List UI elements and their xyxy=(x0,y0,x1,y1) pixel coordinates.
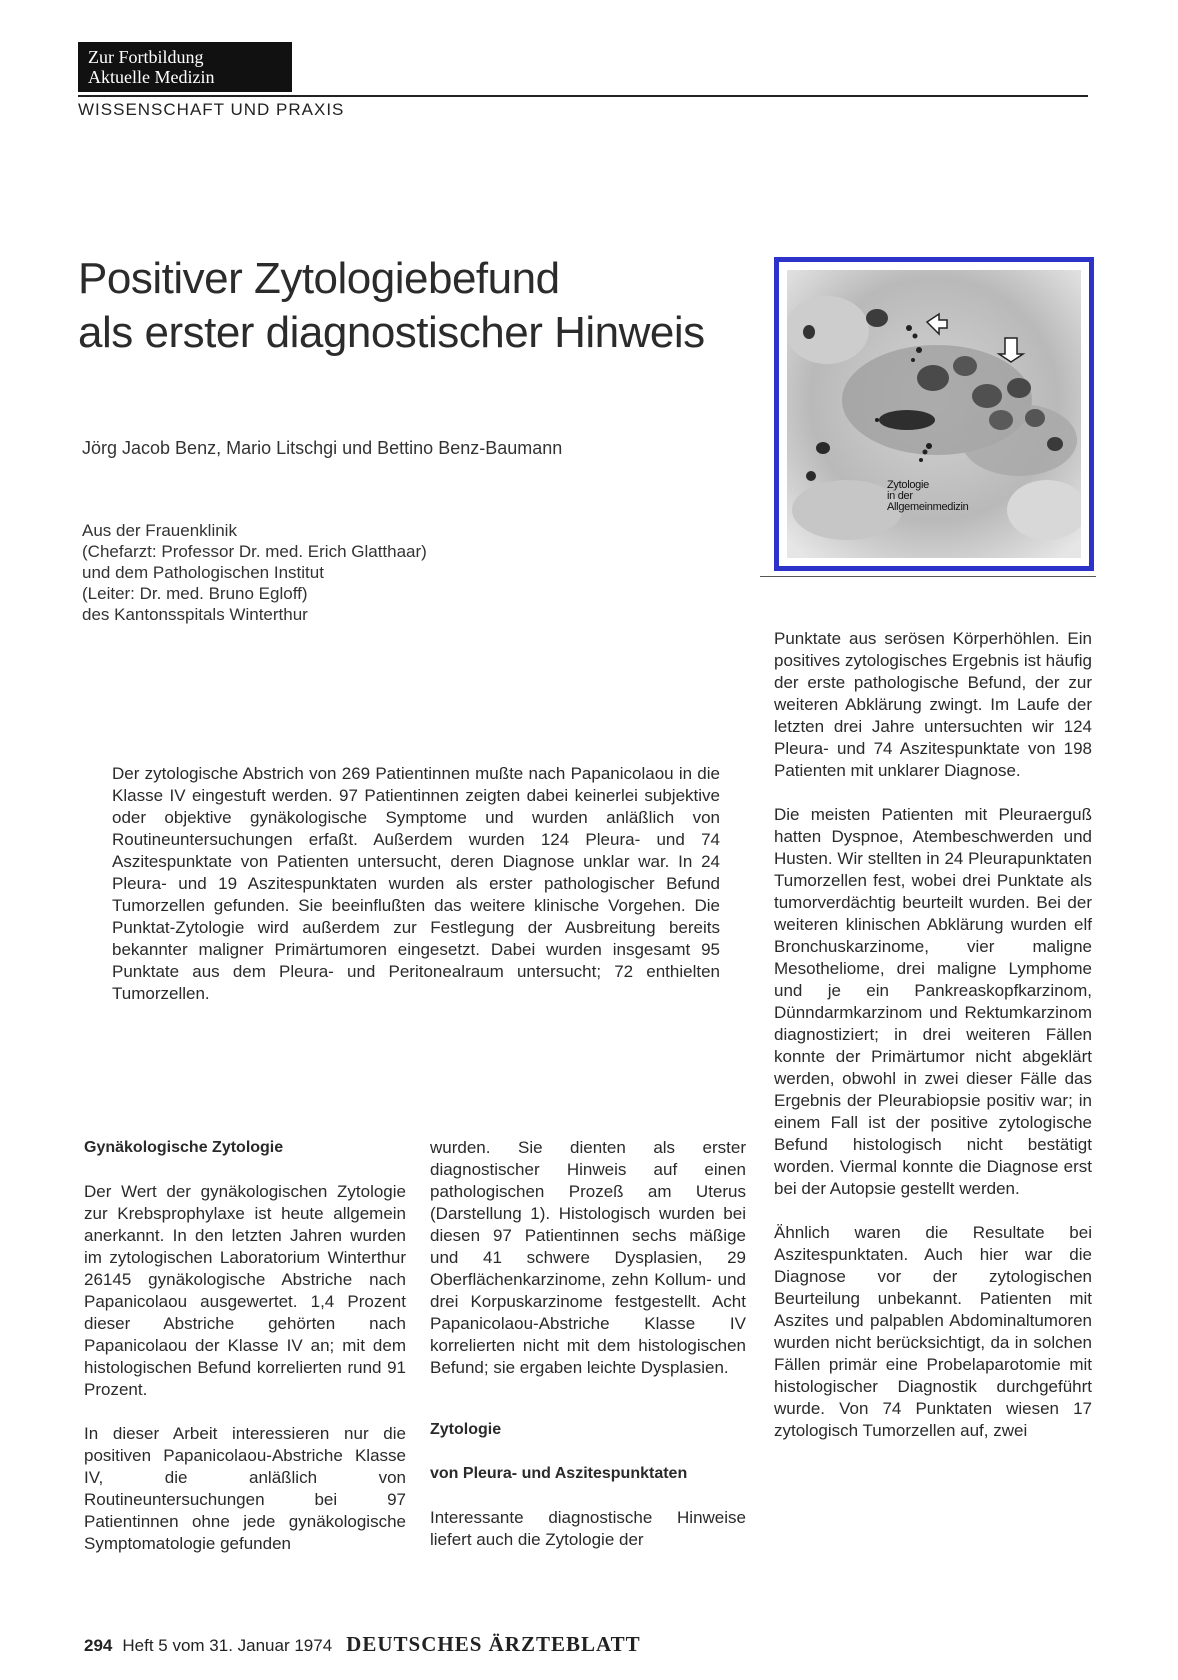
figure-rule xyxy=(760,576,1096,577)
affiliation-line: (Leiter: Dr. med. Bruno Egloff) xyxy=(82,584,308,603)
cytology-figure xyxy=(774,257,1094,571)
series-label-box xyxy=(78,42,292,92)
abstract-paragraph: Der zytologische Abstrich von 269 Patientinnen mußte nach Papanicolaou in die Klasse IV eingestuft werden. 97 Patientinnen zeigten dabei keinerlei subjektive oder objektive gynäkologische Symptome und wurden anläßlich von Routineuntersuchungen erfaßt. Außerdem wurden 124 Pleura- und 74 Aszitespunktate von Patienten untersucht, deren Diagnose unklar war. In 24 Pleura- und 19 Aszitespunktaten wurden als erster pathologischer Befund Tumorzellen gefunden. Sie beeinflußten das weitere klinische Vorgehen. Die Punktat-Zytologie wird außerdem zur Festlegung der Ausbreitung bereits bekannter maligner Primärtumoren eingesetzt. Dabei wurden insgesamt 95 Punktate aus dem Pleura- und Peritonealraum untersucht; 72 enthielten Tumorzellen. xyxy=(112,764,720,1003)
section-heading-gyn: Gynäkologische Zytologie xyxy=(84,1139,284,1156)
article-title xyxy=(78,252,758,360)
body-paragraph: In dieser Arbeit interessieren nur die positiven Papanicolaou-Abstriche Klasse IV, die anläßlich von Routineuntersuchungen bei 97 Patientinnen ohne jede gynäkologische Symptomatologie gefunden xyxy=(84,1424,406,1553)
page-number: 294 xyxy=(84,1636,113,1655)
micrograph-image xyxy=(787,270,1081,558)
column-3 xyxy=(774,628,1092,1464)
column-2 xyxy=(430,1137,746,1573)
column-1 xyxy=(84,1137,406,1577)
article-title-line1: Positiver Zytologiebefund xyxy=(78,254,560,303)
body-paragraph: Punktate aus serösen Körperhöhlen. Ein positives zytologisches Ergebnis ist häufig der erste pathologische Befund, der zur weiteren Abklärung zwingt. Im Laufe der letzten drei Jahre untersuchten wir 124 Pleura- und 74 Aszitespunktate von 198 Patienten mit unklarer Diagnose. xyxy=(774,629,1092,780)
page-footer xyxy=(84,1632,641,1657)
affiliation-line: (Chefarzt: Professor Dr. med. Erich Glatthaar) xyxy=(82,542,427,561)
article-title-line2: als erster diagnostischer Hinweis xyxy=(78,308,705,357)
figure-caption-line: in der xyxy=(887,490,913,502)
figure-caption xyxy=(887,480,968,513)
series-label-line1: Zur Fortbildung xyxy=(88,47,204,67)
body-paragraph: Die meisten Patienten mit Pleuraerguß hatten Dyspnoe, Atembeschwerden und Husten. Wir stellten in 24 Pleurapunktaten Tumorzellen fest, wobei drei Punktate als tumorverdächtig beurteilt wurden. Bei der weiteren klinischen Abklärung wurden elf Bronchuskarzinome, vier maligne Mesotheliome, drei maligne Lymphome und je ein Pankreaskopfkarzinom, Dünndarmkarzinom und Rektumkarzinom diagnostiziert; in drei weiteren Fällen konnte der Primärtumor nicht abgeklärt werden, obwohl in zwei dieser Fälle das Ergebnis der Pleurabiopsie positiv war; in einem Fall ist der positive zytologische Befund histologisch nicht bestätigt worden. Viermal konnte die Diagnose erst bei der Autopsie gestellt werden. xyxy=(774,805,1092,1198)
body-paragraph: Ähnlich waren die Resultate bei Aszitespunktaten. Auch hier war die Diagnose vor der zytologischen Beurteilung unbekannt. Patienten mit Aszites und palpablen Abdominaltumoren wurden nicht berücksichtigt, da in solchen Fällen primär eine Probelaparotomie mit histologischer Diagnostik durchgeführt wurde. Von 74 Punktaten wiesen 17 zytologisch Tumorzellen auf, zwei xyxy=(774,1223,1092,1440)
body-paragraph: Interessante diagnostische Hinweise liefert auch die Zytologie der xyxy=(430,1508,746,1549)
issue-info: Heft 5 vom 31. Januar 1974 xyxy=(122,1636,333,1655)
header-rule xyxy=(78,95,1088,97)
figure-caption-line: Zytologie xyxy=(887,479,929,491)
journal-name: DEUTSCHES ÄRZTEBLATT xyxy=(346,1632,641,1656)
figure-caption-line: Allgemeinmedizin xyxy=(887,501,969,513)
section-heading-punktate xyxy=(430,1419,746,1485)
section-heading-line: Zytologie xyxy=(430,1421,502,1438)
article-authors: Jörg Jacob Benz, Mario Litschgi und Bettino Benz-Baumann xyxy=(82,438,563,458)
affiliation-line: des Kantonsspitals Winterthur xyxy=(82,605,308,624)
affiliation-line: Aus der Frauenklinik xyxy=(82,521,237,540)
micrograph-svg xyxy=(787,270,1081,558)
affiliation-line: und dem Pathologischen Institut xyxy=(82,563,324,582)
body-paragraph: Der Wert der gynäkologischen Zytologie zur Krebsprophylaxe ist heute allgemein anerkannt. In den letzten Jahren wurden im zytologischen Laboratorium Winterthur 26145 gynäkologische Abstriche nach Papanicolaou ausgewertet. 1,4 Prozent dieser Abstriche gehörten nach Papanicolaou der Klasse IV an; mit dem histologischen Befund korrelierten rund 91 Prozent. xyxy=(84,1182,406,1399)
section-heading-line: von Pleura- und Aszitespunktaten xyxy=(430,1465,688,1482)
affiliation-block xyxy=(82,520,642,625)
section-label: WISSENSCHAFT UND PRAXIS xyxy=(78,100,345,119)
body-paragraph: wurden. Sie dienten als erster diagnostischer Hinweis auf einen pathologischen Prozeß am Uterus (Darstellung 1). Histologisch wurden bei diesen 97 Patientinnen sechs mäßige und 41 schwere Dysplasien, 29 Oberflächenkarzinome, zehn Kollum- und drei Korpuskarzinome festgestellt. Acht Papanicolaou-Abstriche Klasse IV korrelierten nicht mit dem histologischen Befund; sie ergaben leichte Dysplasien. xyxy=(430,1138,746,1377)
series-label-line2: Aktuelle Medizin xyxy=(88,67,215,87)
